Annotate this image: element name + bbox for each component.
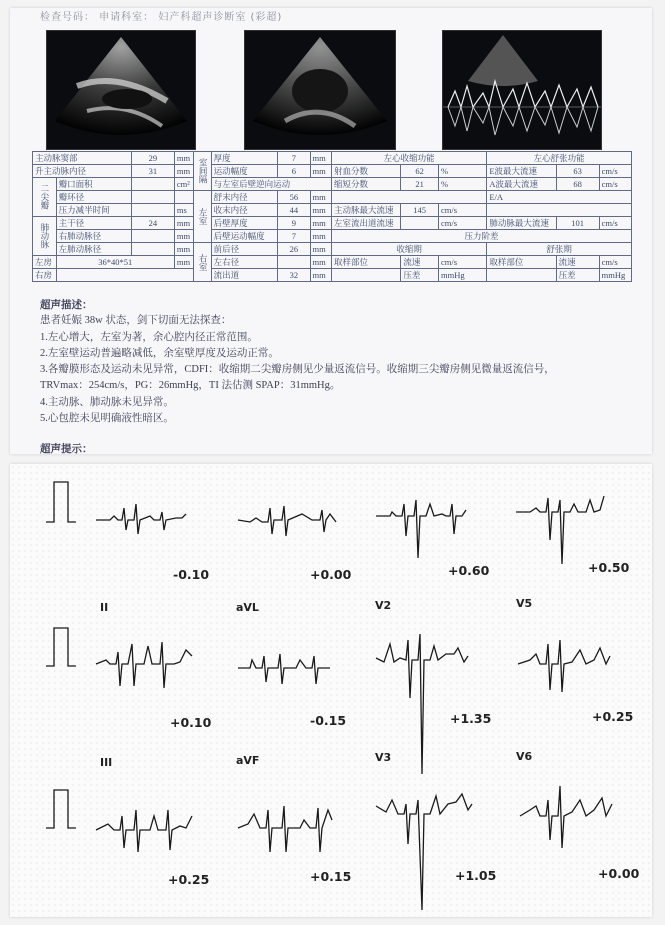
lead-label: V5 — [516, 597, 533, 610]
ivs-label: 室间隔 — [194, 152, 211, 191]
ecg-trace-lead-v5 — [518, 640, 610, 692]
doppler-image — [442, 30, 602, 150]
ecg-trace-lead-avr — [238, 506, 336, 536]
description-title: 超声描述： — [40, 299, 93, 311]
lead-label: aVL — [236, 601, 259, 614]
st-value: +0.25 — [168, 872, 210, 887]
aortic-root-label: 主动脉窦部 — [33, 152, 132, 165]
ultrasound-image-2 — [244, 30, 396, 150]
ecg-printout — [10, 464, 652, 917]
ecg-trace-lead-avf — [238, 806, 332, 852]
description-line: TRVmax：254cm/s，PG：26mmHg，TI 法估测 SPAP：31mmHg。 — [40, 380, 341, 392]
st-value: +0.15 — [310, 869, 352, 884]
lead-label: II — [100, 601, 109, 614]
lead-label: V3 — [375, 751, 392, 764]
calibration-pulse — [46, 790, 76, 828]
description-line: 2.左室壁运动普遍略减低，余室壁厚度及运动正常。 — [40, 347, 279, 359]
lead-label: III — [100, 756, 113, 769]
ecg-trace-lead-v6 — [520, 786, 612, 848]
ecg-traces — [10, 464, 652, 917]
measurement-table: 主动脉窦部 29 mm 室间隔 厚度 7 mm 左心收缩功能 左心舒张功能 升主动脉内径 31 mm 运动幅度 6 mm 射血分数 62 % E波最大流速 63 cm/s 二尖瓣 瓣口面积 cm² 与左室后壁逆向运动 缩短分数 21 % A波最大流速 68 cm/s 瓣环径 左室 舒末内径 56 mm E/A 压力减半时间 ms 收末内径 44 mm 主动脉最大流速 145 cm/s 肺动脉 主干径 24 mm 后壁厚度 9 mm 左室流出道流速 cm/s 肺动脉最大流速 101 cm/s 右肺动脉径 mm 后壁运动幅度 7 mm 压力阶差 左肺动脉径 mm 右室 前后径 26 mm 收缩期 舒张期 左房 36*40*51 mm 左右径 mm 取样部位 流速 cm/s 取样部位 流速 cm/s 右房 流出道 32 mm 压差 mmHg 压差 mmHg — [32, 151, 632, 282]
description-line: 4.主动脉、肺动脉未见异常。 — [40, 396, 174, 408]
ultrasound-image-1 — [46, 30, 196, 150]
report-header-text: 检查号码： 申请科室： 妇产科超声诊断室 (彩超) — [40, 12, 283, 23]
systolic-function-header: 左心收缩功能 — [332, 152, 487, 165]
ecg-trace-lead-1 — [96, 504, 186, 534]
calibration-pulse — [46, 628, 76, 666]
lead-label: V2 — [375, 599, 392, 612]
calibration-pulse — [46, 482, 76, 522]
lead-label: aVF — [236, 754, 260, 767]
ecg-trace-lead-avl — [238, 654, 330, 684]
description-line: 1.左心增大，左室为著，余心腔内径正常范围。 — [40, 331, 258, 343]
lead-label: V6 — [516, 750, 533, 763]
ultrasound-description — [40, 297, 640, 454]
st-value: +0.00 — [598, 866, 640, 881]
st-value: +0.60 — [448, 563, 490, 578]
ecg-trace-lead-3 — [96, 810, 192, 852]
st-value: +0.10 — [170, 715, 212, 730]
ecg-trace-lead-2 — [96, 642, 192, 688]
st-value: +1.35 — [450, 711, 492, 726]
ecg-trace-lead-v3 — [376, 794, 472, 910]
st-value: +1.05 — [455, 868, 497, 883]
ecg-trace-lead-v4 — [516, 496, 604, 564]
description-line: 5.心包腔未见明确液性暗区。 — [40, 413, 174, 425]
st-value: -0.10 — [173, 567, 210, 582]
ecg-trace-lead-v1 — [376, 500, 466, 558]
echo-report-photo — [10, 8, 652, 454]
st-value: -0.15 — [310, 713, 347, 728]
st-value: +0.25 — [592, 709, 634, 724]
st-value: +0.50 — [588, 560, 630, 575]
ultrasound-tip-title: 超声提示： — [40, 443, 93, 454]
st-value: +0.00 — [310, 567, 352, 582]
description-line: 3.各瓣膜形态及运动未见异常，CDFI：收缩期二尖瓣房侧见少量返流信号。收缩期三尖瓣房侧见微量返流信号， — [40, 364, 555, 376]
description-line: 患者妊娠 38w 状态，剑下切面无法探查： — [40, 315, 232, 327]
diastolic-function-header: 左心舒张功能 — [487, 152, 632, 165]
